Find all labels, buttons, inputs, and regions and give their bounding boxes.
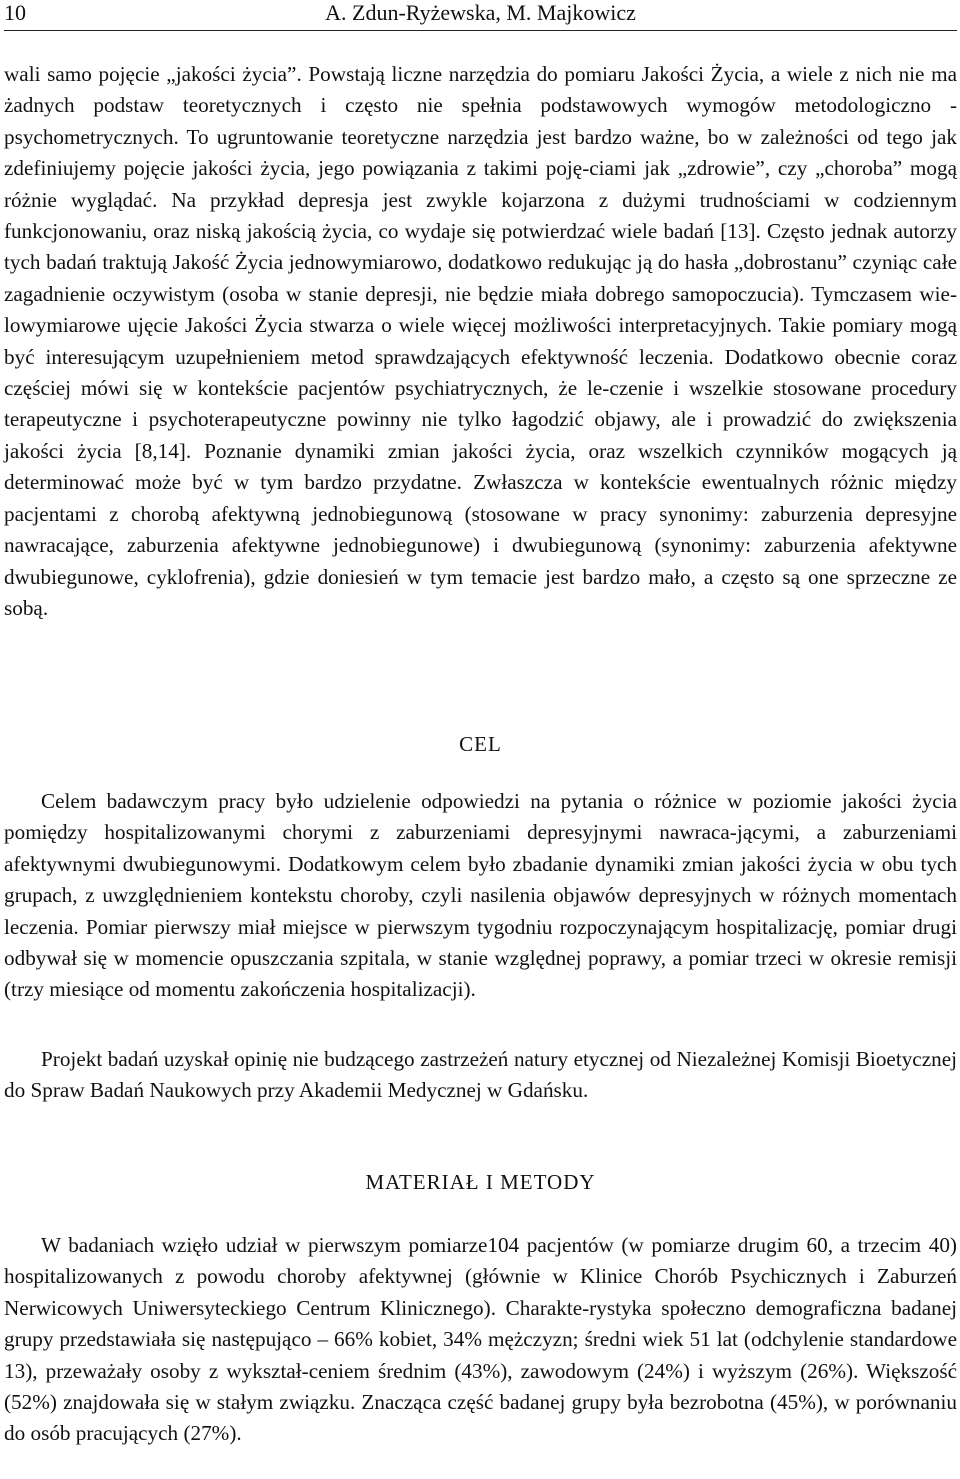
running-title: A. Zdun-Ryżewska, M. Majkowicz xyxy=(325,0,636,25)
body-paragraph: Celem badawczym pracy było udzielenie odpowiedzi na pytania o różnice w poziomie jakości życia pomiędzy hospitalizowanymi chorymi z zaburzeniami depresyjnymi nawraca-jącymi, a zaburzeniami afektywnymi dwubiegunowymi. Dodatkowym celem było zbadanie dynamiki zmian jakości życia w obu tych grupach, z uwzględnieniem kontekstu choroby, czyli nasilenia objawów depresyjnych w różnych momentach leczenia. Pomiar pierwszy miał miejsce w pierwszym tygodniu rozpoczynającym hospitalizację, pomiar drugi odbywał się w momencie opuszczania szpitala, w stanie względnej poprawy, a pomiar trzeci w okresie remisji (trzy miesiące od momentu zakończenia hospitalizacji). xyxy=(4,789,957,1002)
body-paragraph: Projekt badań uzyskał opinię nie budzącego zastrzeżeń natury etycznej od Niezależnej Komisji Bioetycznej do Spraw Badań Naukowych przy Akademii Medycznej w Gdańsku. xyxy=(4,1047,957,1103)
section-heading-materials-methods: MATERIAŁ I METODY xyxy=(365,1170,596,1194)
body-paragraph: W badaniach wzięło udział w pierwszym pomiarze104 pacjentów (w pomiarze drugim 60, a trzecim 40) hospitalizowanych z powodu choroby afektywnej (głównie w Klinice Chorób Psychicznych i Zaburzeń Nerwicowych Uniwersyteckiego Centrum Klinicznego). Charakte-rystyka społeczno demograficzna badanej grupy przedstawiała się następująco – 66% kobiet, 34% mężczyzn; średni wiek 51 lat (odchylenie standardowe 13), przeważały osoby z wykształ-ceniem średnim (43%), zawodowym (24%) i wyższym (26%). Większość (52%) znajdowała się w stałym związku. Znacząca część badanej grupy była bezrobotna (45%), w porównaniu do osób pracujących (27%). xyxy=(4,1233,957,1446)
section-heading-cel: CEL xyxy=(459,732,502,756)
running-header xyxy=(4,0,957,30)
body-paragraph: wali samo pojęcie „jakości życia”. Powstają liczne narzędzia do pomiaru Jakości Życia, a wiele z nich nie ma żadnych podstaw teoretycznych i często nie spełnia podstawowych wymogów metodologiczno -psychometrycznych. To ugruntowanie teoretyczne narzędzia jest bardzo ważne, bo w zależności od tego jak zdefiniujemy pojęcie jakości życia, jego powiązania z takimi poję-ciami jak „zdrowie”, czy „choroba” mogą różnie wyglądać. Na przykład depresja jest zwykle kojarzona z dużymi trudnościami w codziennym funkcjonowaniu, oraz niską jakością życia, co wydaje się potwierdzać wiele badań [13]. Często jednak autorzy tych badań traktują Jakość Życia jednowymiarowo, dodatkowo redukując ją do hasła „dobrostanu” czyniąc całe zagadnienie oczywistym (osoba w stanie depresji, nie będzie miała dobrego samopoczucia). Tymczasem wie-lowymiarowe ujęcie Jakości Życia stwarza o wiele więcej możliwości interpretacyjnych. Takie pomiary mogą być interesującym uzupełnieniem metod sprawdzających efektywność leczenia. Dodatkowo obecnie coraz częściej mówi się w kontekście pacjentów psychiatrycznych, że le-czenie i wszelkie stosowane procedury terapeutyczne i psychoterapeutyczne powinny nie tylko łagodzić objawy, ale i prowadzić do zwiększenia jakości życia [8,14]. Poznanie dynamiki zmian jakości życia, oraz wszelkich czynników mogących ją determinować może być w tym bardzo przydatne. Zwłaszcza w kontekście ewentualnych różnic między pacjentami z chorobą afektywną jednobiegunową (stosowane w pracy synonimy: zaburzenia depresyjne nawracające, zaburzenia afektywne jednobiegunowe) i dwubiegunową (synonimy: zaburzenia afektywne dwubiegunowe, cyklofrenia), gdzie doniesień w tym temacie jest bardzo mało, a często są one sprzeczne ze sobą. xyxy=(4,62,957,620)
page-number: 10 xyxy=(4,0,26,25)
header-rule xyxy=(4,30,957,31)
document-page xyxy=(4,0,957,1479)
